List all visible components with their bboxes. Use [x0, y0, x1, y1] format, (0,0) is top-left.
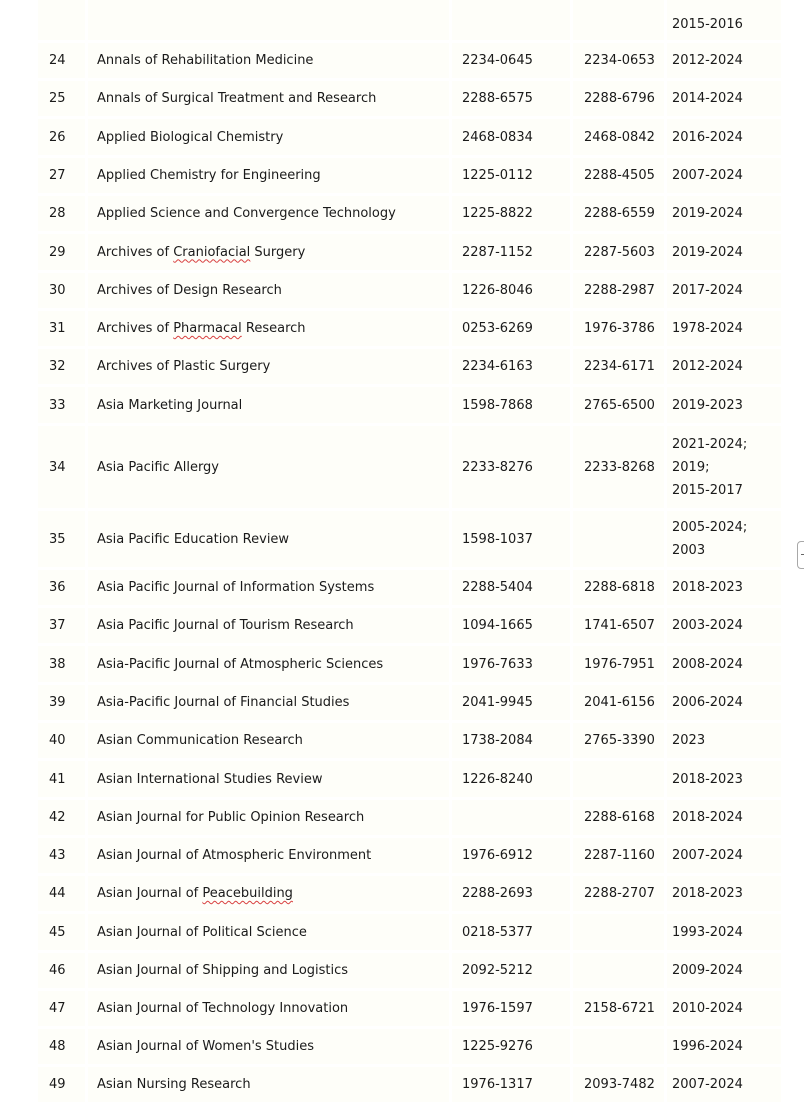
coverage-line: 2006-2024 [672, 695, 743, 710]
journal-title-cell: Archives of Craniofacial Surgery [88, 234, 452, 273]
online-issn-cell [573, 914, 667, 953]
coverage-line: 2015-2016 [672, 17, 743, 32]
print-issn-cell: 1094-1665 [452, 608, 573, 646]
online-issn-cell: 1741-6507 [573, 608, 667, 646]
online-issn-cell: 2093-7482 [573, 1067, 667, 1105]
coverage-cell [667, 196, 784, 234]
journal-table [38, 0, 784, 1105]
print-issn-cell: 2233-8276 [452, 426, 573, 511]
coverage-cell [667, 119, 784, 158]
coverage-cell [667, 761, 784, 800]
table-row [38, 43, 784, 81]
online-issn-cell: 2765-6500 [573, 387, 667, 426]
table-row [38, 1067, 784, 1105]
print-issn-cell: 2041-9945 [452, 685, 573, 723]
coverage-cell [667, 311, 784, 349]
journal-title-cell: Applied Science and Convergence Technology [88, 196, 452, 234]
coverage-line: 1996-2024 [672, 1039, 743, 1054]
coverage-line: 2008-2024 [672, 656, 743, 672]
coverage-cell [667, 158, 784, 196]
print-issn-cell: 0218-5377 [452, 914, 573, 953]
journal-title-cell: Annals of Surgical Treatment and Research [88, 81, 452, 119]
row-number-cell: 41 [38, 761, 88, 800]
row-number-cell: 32 [38, 349, 88, 387]
journal-title-cell: Asian Journal of Political Science [88, 914, 452, 953]
row-number-cell: 40 [38, 723, 88, 761]
print-issn-cell: 1226-8240 [452, 761, 573, 800]
journal-title-cell [88, 0, 452, 43]
table-row [38, 426, 784, 511]
print-issn-cell: 2234-6163 [452, 349, 573, 387]
side-collapse-tab[interactable] [797, 541, 804, 569]
online-issn-cell: 2234-0653 [573, 43, 667, 81]
print-issn-cell: 2288-6575 [452, 81, 573, 119]
journal-title-cell: Annals of Rehabilitation Medicine [88, 43, 452, 81]
coverage-cell [667, 608, 784, 646]
table-row [38, 349, 784, 387]
coverage-line: 2003 [672, 543, 706, 558]
table-row [38, 234, 784, 273]
row-number-cell: 49 [38, 1067, 88, 1105]
coverage-line: 2015-2017 [672, 482, 743, 498]
row-number-cell: 36 [38, 570, 88, 608]
table-row [38, 119, 784, 158]
table-row [38, 953, 784, 991]
online-issn-cell [573, 953, 667, 991]
coverage-cell [667, 685, 784, 723]
online-issn-cell: 2288-2987 [573, 273, 667, 311]
online-issn-cell: 2288-4505 [573, 158, 667, 196]
coverage-cell [667, 349, 784, 387]
journal-title-cell: Archives of Plastic Surgery [88, 349, 452, 387]
row-number-cell: 30 [38, 273, 88, 311]
print-issn-cell: 0253-6269 [452, 311, 573, 349]
row-number-cell: 44 [38, 876, 88, 914]
coverage-cell [667, 800, 784, 838]
coverage-cell [667, 914, 784, 953]
print-issn-cell [452, 0, 573, 43]
coverage-line: 2007-2024 [672, 848, 743, 863]
journal-title-cell: Asian Nursing Research [88, 1067, 452, 1105]
print-issn-cell: 1738-2084 [452, 723, 573, 761]
online-issn-cell: 2041-6156 [573, 685, 667, 723]
print-issn-cell: 1976-1597 [452, 991, 573, 1029]
journal-title-cell: Applied Biological Chemistry [88, 119, 452, 158]
print-issn-cell: 1976-6912 [452, 838, 573, 876]
table-row [38, 387, 784, 426]
row-number-cell: 31 [38, 311, 88, 349]
print-issn-cell: 1225-0112 [452, 158, 573, 196]
coverage-line: 2007-2024 [672, 168, 743, 183]
table-row [38, 273, 784, 311]
coverage-cell [667, 387, 784, 426]
print-issn-cell: 1226-8046 [452, 273, 573, 311]
coverage-line: 2018-2023 [672, 886, 743, 901]
coverage-cell [667, 426, 784, 511]
journal-table-body [38, 0, 784, 1105]
coverage-cell [667, 43, 784, 81]
print-issn-cell: 1976-7633 [452, 646, 573, 685]
table-row [38, 646, 784, 685]
coverage-cell [667, 1029, 784, 1067]
print-issn-cell: 1598-7868 [452, 387, 573, 426]
coverage-line: 1993-2024 [672, 924, 743, 940]
online-issn-cell: 2233-8268 [573, 426, 667, 511]
coverage-cell [667, 234, 784, 273]
journal-title-cell: Applied Chemistry for Engineering [88, 158, 452, 196]
coverage-line: 2012-2024 [672, 53, 743, 68]
journal-table-container [38, 0, 784, 1105]
row-number-cell: 24 [38, 43, 88, 81]
online-issn-cell: 2287-1160 [573, 838, 667, 876]
row-number-cell: 35 [38, 511, 88, 570]
print-issn-cell: 2092-5212 [452, 953, 573, 991]
journal-title-cell: Asia Marketing Journal [88, 387, 452, 426]
row-number-cell: 39 [38, 685, 88, 723]
table-row [38, 723, 784, 761]
print-issn-cell: 2288-2693 [452, 876, 573, 914]
online-issn-cell: 2288-2707 [573, 876, 667, 914]
row-number-cell: 28 [38, 196, 88, 234]
journal-title-cell: Asian Journal of Peacebuilding [88, 876, 452, 914]
journal-title-cell: Asian Communication Research [88, 723, 452, 761]
journal-title-cell: Archives of Design Research [88, 273, 452, 311]
journal-title-cell: Asian Journal of Atmospheric Environment [88, 838, 452, 876]
coverage-line: 2012-2024 [672, 359, 743, 374]
online-issn-cell [573, 511, 667, 570]
online-issn-cell [573, 761, 667, 800]
coverage-cell [667, 1067, 784, 1105]
coverage-line: 2019-2023 [672, 397, 743, 413]
journal-title-cell: Asia Pacific Education Review [88, 511, 452, 570]
coverage-cell [667, 511, 784, 570]
online-issn-cell: 2288-6818 [573, 570, 667, 608]
row-number-cell: 34 [38, 426, 88, 511]
row-number-cell: 42 [38, 800, 88, 838]
online-issn-cell: 2287-5603 [573, 234, 667, 273]
coverage-line: 2019; [672, 459, 710, 475]
table-row [38, 800, 784, 838]
row-number-cell: 47 [38, 991, 88, 1029]
journal-title-cell: Archives of Pharmacal Research [88, 311, 452, 349]
coverage-cell [667, 81, 784, 119]
table-row [38, 0, 784, 43]
coverage-line: 2019-2024 [672, 244, 743, 260]
print-issn-cell: 1225-8822 [452, 196, 573, 234]
table-row [38, 761, 784, 800]
journal-title-cell: Asian Journal of Shipping and Logistics [88, 953, 452, 991]
journal-title-cell: Asian Journal of Women's Studies [88, 1029, 452, 1067]
table-row [38, 1029, 784, 1067]
row-number-cell: 29 [38, 234, 88, 273]
coverage-cell [667, 646, 784, 685]
online-issn-cell: 2234-6171 [573, 349, 667, 387]
table-row [38, 838, 784, 876]
spellcheck-flagged-word: Craniofacial [173, 244, 251, 260]
table-row [38, 876, 784, 914]
spellcheck-flagged-word: Peacebuilding [202, 886, 293, 901]
row-number-cell: 27 [38, 158, 88, 196]
table-row [38, 685, 784, 723]
online-issn-cell: 2765-3390 [573, 723, 667, 761]
table-row [38, 196, 784, 234]
row-number-cell: 45 [38, 914, 88, 953]
coverage-cell [667, 991, 784, 1029]
coverage-line: 2010-2024 [672, 1001, 743, 1016]
coverage-line: 2018-2023 [672, 771, 743, 787]
coverage-line: 2018-2024 [672, 810, 743, 825]
row-number-cell: 25 [38, 81, 88, 119]
online-issn-cell [573, 0, 667, 43]
row-number-cell: 37 [38, 608, 88, 646]
table-row [38, 311, 784, 349]
coverage-cell [667, 953, 784, 991]
coverage-line: 2005-2024; [672, 520, 748, 535]
coverage-line: 2016-2024 [672, 129, 743, 145]
online-issn-cell [573, 1029, 667, 1067]
journal-title-cell: Asia-Pacific Journal of Financial Studies [88, 685, 452, 723]
coverage-line: 2007-2024 [672, 1077, 743, 1092]
table-row [38, 511, 784, 570]
coverage-cell [667, 570, 784, 608]
journal-title-cell: Asia Pacific Allergy [88, 426, 452, 511]
online-issn-cell: 2288-6796 [573, 81, 667, 119]
online-issn-cell: 1976-7951 [573, 646, 667, 685]
coverage-line: 2023 [672, 733, 706, 748]
coverage-line: 2003-2024 [672, 618, 743, 633]
online-issn-cell: 2288-6168 [573, 800, 667, 838]
print-issn-cell: 2288-5404 [452, 570, 573, 608]
spellcheck-flagged-word: Pharmacal [173, 321, 242, 336]
print-issn-cell: 2234-0645 [452, 43, 573, 81]
coverage-cell [667, 0, 784, 43]
row-number-cell: 46 [38, 953, 88, 991]
row-number-cell: 33 [38, 387, 88, 426]
journal-title-cell: Asian Journal of Technology Innovation [88, 991, 452, 1029]
coverage-cell [667, 876, 784, 914]
journal-title-cell: Asia Pacific Journal of Tourism Research [88, 608, 452, 646]
row-number-cell [38, 0, 88, 43]
table-row [38, 81, 784, 119]
coverage-line: 2017-2024 [672, 283, 743, 298]
journal-title-cell: Asia-Pacific Journal of Atmospheric Sciences [88, 646, 452, 685]
coverage-line: 2014-2024 [672, 91, 743, 106]
print-issn-cell: 2287-1152 [452, 234, 573, 273]
journal-title-cell: Asian Journal for Public Opinion Research [88, 800, 452, 838]
print-issn-cell: 1225-9276 [452, 1029, 573, 1067]
coverage-cell [667, 838, 784, 876]
table-row [38, 991, 784, 1029]
online-issn-cell: 2288-6559 [573, 196, 667, 234]
table-row [38, 608, 784, 646]
coverage-line: 2009-2024 [672, 963, 743, 978]
coverage-line: 2018-2023 [672, 580, 743, 595]
coverage-line: 2021-2024; [672, 436, 748, 452]
table-row [38, 158, 784, 196]
print-issn-cell [452, 800, 573, 838]
coverage-line: 1978-2024 [672, 321, 743, 336]
online-issn-cell: 2158-6721 [573, 991, 667, 1029]
table-row [38, 570, 784, 608]
coverage-cell [667, 273, 784, 311]
journal-title-cell: Asia Pacific Journal of Information Systems [88, 570, 452, 608]
row-number-cell: 48 [38, 1029, 88, 1067]
row-number-cell: 26 [38, 119, 88, 158]
print-issn-cell: 1598-1037 [452, 511, 573, 570]
coverage-line: 2019-2024 [672, 206, 743, 221]
table-row [38, 914, 784, 953]
row-number-cell: 38 [38, 646, 88, 685]
online-issn-cell: 1976-3786 [573, 311, 667, 349]
row-number-cell: 43 [38, 838, 88, 876]
print-issn-cell: 2468-0834 [452, 119, 573, 158]
online-issn-cell: 2468-0842 [573, 119, 667, 158]
coverage-cell [667, 723, 784, 761]
journal-title-cell: Asian International Studies Review [88, 761, 452, 800]
print-issn-cell: 1976-1317 [452, 1067, 573, 1105]
